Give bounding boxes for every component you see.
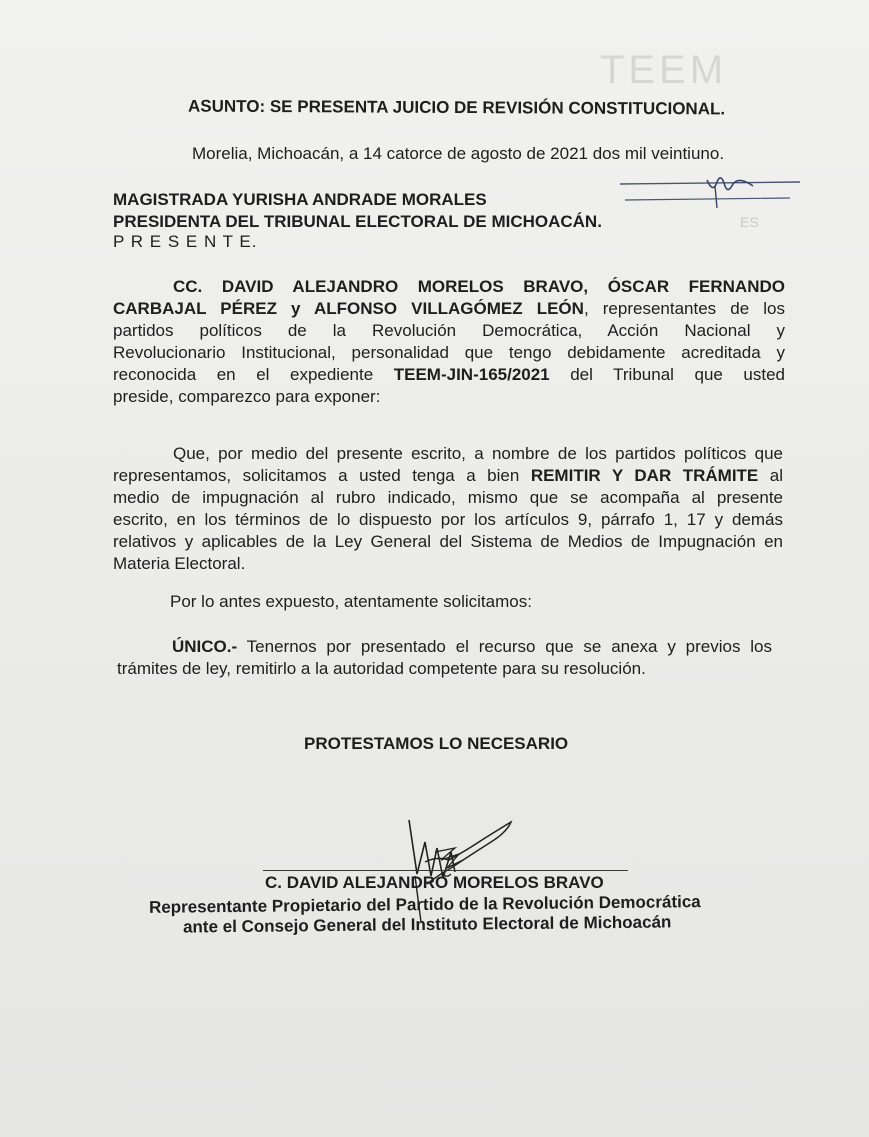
- para1-line3: partidos políticos de la Revolución Democrática, Acción Nacional y: [113, 321, 785, 340]
- para2-line6: Materia Electoral.: [113, 554, 246, 573]
- para1-line5: reconocida en el expediente TEEM-JIN-165/2021 del Tribunal que usted: [113, 365, 785, 384]
- para1-line1: [113, 276, 785, 298]
- representatives-names: CC. DAVID ALEJANDRO MORELOS BRAVO, ÓSCAR FERNANDO: [173, 277, 785, 296]
- paragraph-statement: Por lo antes expuesto, atentamente solicitamos:: [170, 592, 532, 611]
- signatory-role-line2: ante el Consejo General del Instituto Electoral de Michoacán: [182, 912, 672, 937]
- para2-line2: representamos, solicitamos a usted tenga a bien REMITIR Y DAR TRÁMITE al: [113, 466, 784, 485]
- signatory-role-line1: Representante Propietario del Partido de la Revolución Democrática: [148, 892, 701, 917]
- subject-line: ASUNTO: SE PRESENTA JUICIO DE REVISIÓN CONSTITUCIONAL.: [187, 96, 726, 119]
- paragraph-unico: [117, 636, 772, 680]
- para1-line4: Revolucionario Institucional, personalidad que tengo debidamente acreditada y: [113, 343, 785, 362]
- para4-line2: trámites de ley, remitirlo a la autoridad competente para su resolución.: [117, 659, 646, 678]
- para2-line1: Que, por medio del presente escrito, a nombre de los partidos políticos que: [173, 444, 783, 463]
- para4-line1: ÚNICO.- Tenernos por presentado el recurso que se anexa y previos los: [172, 637, 772, 656]
- stamp-ghost-text: ES: [740, 214, 759, 230]
- reception-rubric: [615, 172, 805, 212]
- addressee-title: PRESIDENTA DEL TRIBUNAL ELECTORAL DE MICHOACÁN.: [113, 212, 602, 231]
- signatory-name: C. DAVID ALEJANDRO MORELOS BRAVO: [265, 873, 604, 892]
- unico-label: ÚNICO.-: [172, 637, 238, 656]
- para2-line5: relativos y aplicables de la Ley General del Sistema de Medios de Impugnación en: [113, 532, 783, 551]
- signature-line: [263, 870, 628, 871]
- closing-protest: PROTESTAMOS LO NECESARIO: [304, 734, 569, 753]
- para1-line6: preside, comparezco para exponer:: [113, 387, 381, 406]
- addressee-name: MAGISTRADA YURISHA ANDRADE MORALES: [113, 190, 487, 209]
- representatives-names-cont: CARBAJAL PÉREZ y ALFONSO VILLAGÓMEZ LEÓN: [113, 299, 584, 318]
- place-date-line: Morelia, Michoacán, a 14 catorce de agosto de 2021 dos mil veintiuno.: [192, 144, 725, 163]
- case-number: TEEM-JIN-165/2021: [393, 365, 550, 384]
- para2-line4: escrito, en los términos de lo dispuesto por los artículos 9, párrafo 1, 17 y demás: [113, 510, 783, 529]
- para1-line2: CARBAJAL PÉREZ y ALFONSO VILLAGÓMEZ LEÓN, representantes de los: [113, 299, 785, 318]
- para2-line3: medio de impugnación al rubro indicado, mismo que se acompaña al presente: [113, 488, 783, 507]
- request-action: REMITIR Y DAR TRÁMITE: [530, 466, 759, 485]
- paragraph-parties: [113, 276, 785, 408]
- paragraph-request: [113, 443, 783, 575]
- addressee-present: P R E S E N T E.: [113, 232, 258, 251]
- received-stamp: TEEM: [600, 48, 728, 92]
